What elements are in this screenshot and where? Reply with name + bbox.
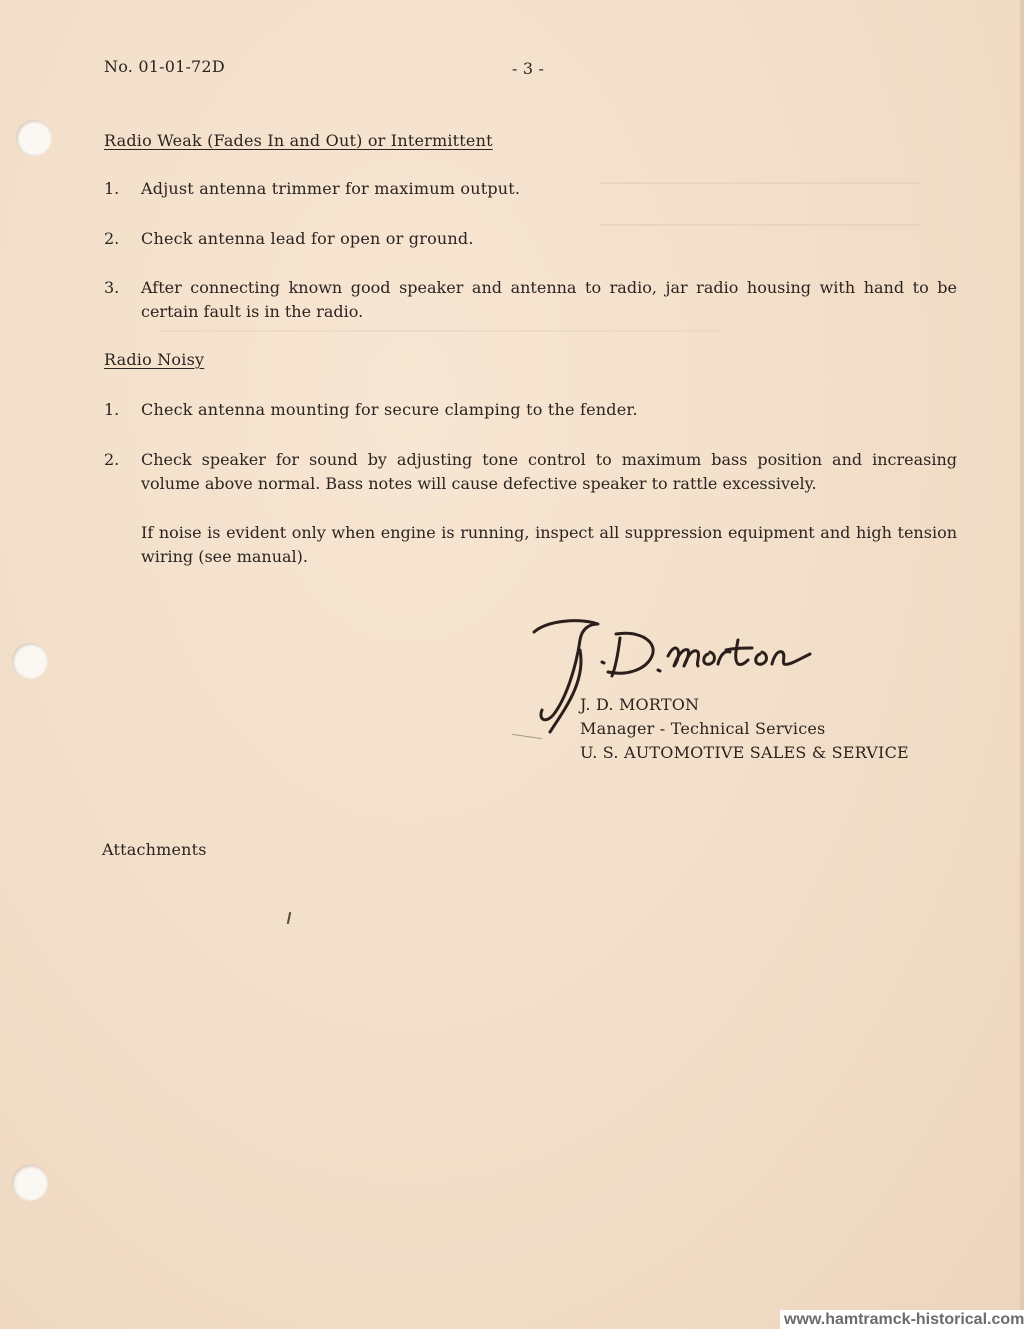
punch-hole-icon bbox=[12, 1165, 48, 1201]
section-heading-noisy: Radio Noisy bbox=[104, 350, 205, 369]
section-heading-weak: Radio Weak (Fades In and Out) or Intermittent bbox=[104, 131, 493, 150]
list-item-number: 1. bbox=[104, 400, 120, 419]
list-item-text: Check speaker for sound by adjusting tone control to maximum bass position and increasing volume above normal. Bass notes will cause defective speaker to rattle excessively. bbox=[141, 450, 957, 493]
list-item-text: Check antenna lead for open or ground. bbox=[141, 229, 474, 248]
signer-title: Manager - Technical Services bbox=[580, 719, 826, 738]
list-item-number: 3. bbox=[104, 278, 120, 297]
list-item-number: 1. bbox=[104, 179, 120, 198]
punch-hole-icon bbox=[12, 643, 48, 679]
signer-name: J. D. MORTON bbox=[580, 695, 700, 714]
note-paragraph: If noise is evident only when engine is running, inspect all suppression equipment and high tension wiring (see manual). bbox=[141, 523, 957, 566]
document-number: No. 01-01-72D bbox=[104, 57, 225, 76]
list-item-text: Check antenna mounting for secure clamping to the fender. bbox=[141, 400, 638, 419]
page-number: - 3 - bbox=[512, 59, 545, 78]
list-item-text: After connecting known good speaker and antenna to radio, jar radio housing with hand to be certain fault is in the radio. bbox=[141, 278, 957, 321]
punch-hole-icon bbox=[16, 120, 52, 156]
signer-company: U. S. AUTOMOTIVE SALES & SERVICE bbox=[580, 743, 909, 762]
list-item-number: 2. bbox=[104, 229, 120, 248]
list-item-number: 2. bbox=[104, 450, 120, 469]
bleed-through-block bbox=[160, 330, 720, 392]
page-edge bbox=[1020, 0, 1024, 1329]
list-item-text: Adjust antenna trimmer for maximum output. bbox=[141, 179, 521, 198]
attachments-label: Attachments bbox=[102, 840, 207, 859]
watermark-text: www.hamtramck-historical.com bbox=[784, 1311, 1024, 1328]
bleed-through-block bbox=[600, 182, 920, 226]
